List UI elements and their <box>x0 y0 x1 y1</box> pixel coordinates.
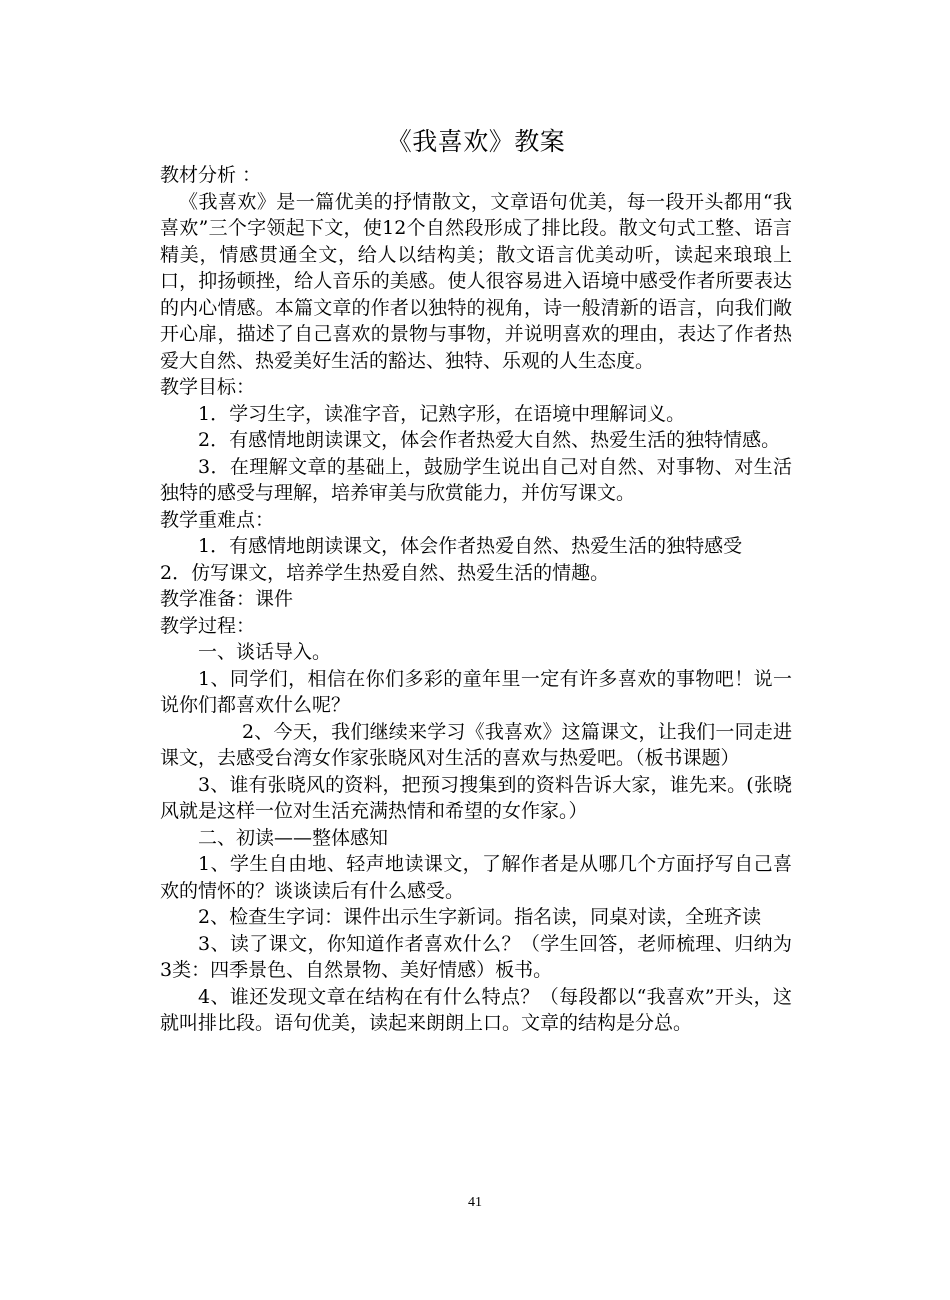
goals-heading: 教学目标： <box>160 376 256 398</box>
page-title: 《我喜欢》教案 <box>386 127 566 156</box>
step1-item-2: 2、今天，我们继续来学习《我喜欢》这篇课文，让我们一同走进课文，去感受台湾女作家张晓风对生活的喜欢与热爱吧。（板书课题） <box>160 720 792 769</box>
step2-item-4: 4、谁还发现文章在结构在有什么特点？（每段都以“我喜欢”开头，这就叫排比段。语句优美，读起来朗朗上口。文章的结构是分总。 <box>160 985 792 1034</box>
document-page <box>160 122 792 1037</box>
step2-item-1: 1、学生自由地、轻声地读课文，了解作者是从哪几个方面抒写自己喜欢的情怀的？谈谈读后有什么感受。 <box>160 853 792 902</box>
key-point-2: 2．仿写课文，培养学生热爱自然、热爱生活的情趣。 <box>160 561 610 584</box>
preparation-line: 教学准备：课件 <box>160 588 294 610</box>
step2-item-3: 3、读了课文，你知道作者喜欢什么？（学生回答，老师梳理、归纳为3类：四季景色、自然景物、美好情感）板书。 <box>160 932 792 981</box>
analysis-heading: 教材分析 ： <box>160 164 262 186</box>
analysis-paragraph: 《我喜欢》是一篇优美的抒情散文，文章语句优美，每一段开头都用“我喜欢”三个字领起下文，使12个自然段形成了排比段。散文句式工整、语言精美，情感贯通全文，给人以结构美；散文语言优美动听，读起来琅琅上口，抑扬顿挫，给人音乐的美感。使人很容易进入语境中感受作者所要表达的内心情感。本篇文章的作者以独特的视角，诗一般清新的语言，向我们敞开心扉，描述了自己喜欢的景物与事物，并说明喜欢的理由，表达了作者热爱大自然、热爱美好生活的豁达、独特、乐观的人生态度。 <box>160 190 792 372</box>
goal-item-2: 2．有感情地朗读课文，体会作者热爱大自然、热爱生活的独特情感。 <box>198 429 781 451</box>
process-heading: 教学过程： <box>160 614 256 637</box>
key-points-heading: 教学重难点： <box>160 508 275 531</box>
step1-item-1: 1、同学们，相信在你们多彩的童年里一定有许多喜欢的事物吧！说一说你们都喜欢什么呢？ <box>160 667 792 716</box>
step2-item-2: 2、检查生字词：课件出示生字新词。指名读，同桌对读，全班齐读 <box>198 906 762 928</box>
step1-heading: 一、谈话导入。 <box>198 641 332 663</box>
key-point-1: 1．有感情地朗读课文，体会作者热爱自然、热爱生活的独特感受 <box>198 535 743 557</box>
page-number: 41 <box>468 1195 482 1210</box>
goal-item-3: 3．在理解文章的基础上，鼓励学生说出自己对自然、对事物、对生活独特的感受与理解，培养审美与欣赏能力，并仿写课文。 <box>160 455 792 504</box>
step1-item-3: 3、谁有张晓风的资料，把预习搜集到的资料告诉大家，谁先来。(张晓风就是这样一位对生活充满热情和希望的女作家。） <box>160 773 792 822</box>
goal-item-1: 1．学习生字，读准字音，记熟字形，在语境中理解词义。 <box>198 402 686 425</box>
step2-heading: 二、初读——整体感知 <box>198 826 389 849</box>
